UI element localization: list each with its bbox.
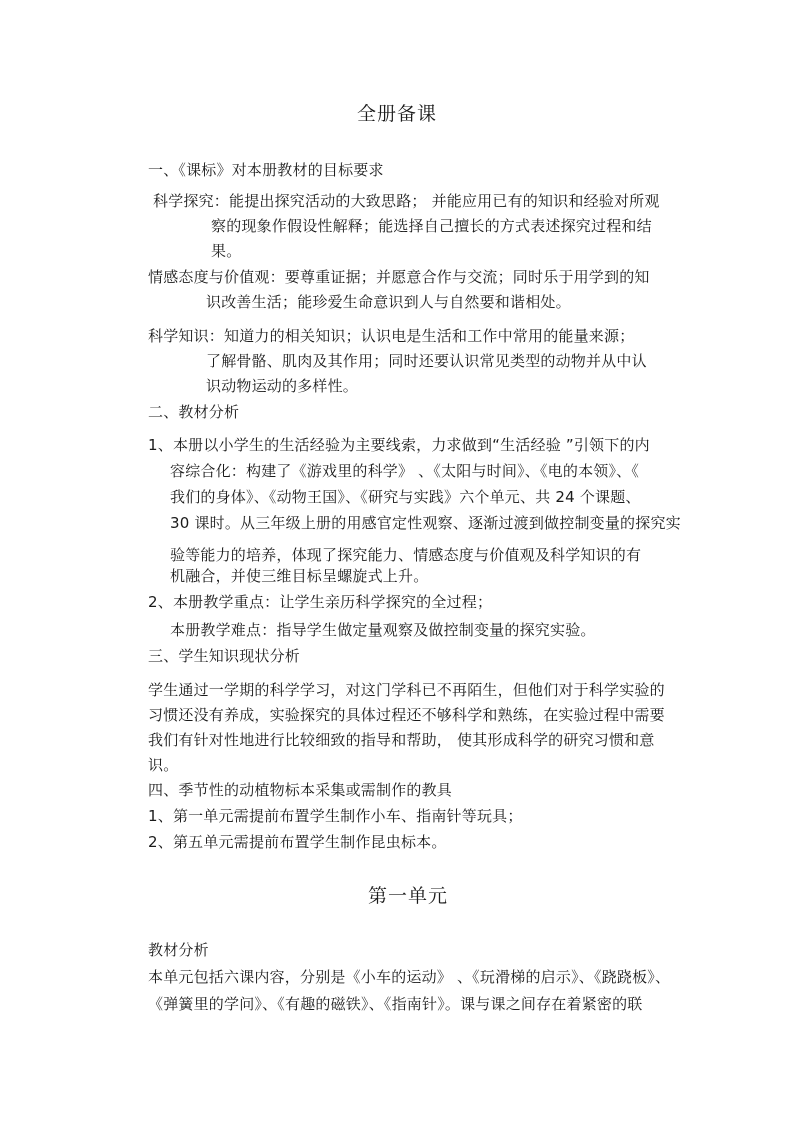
analysis-difficulty: 本册教学难点：指导学生做定量观察及做控制变量的探究实验。 [170, 621, 596, 639]
unit-title: 第一单元 [368, 885, 449, 907]
analysis-item1-line-2: 容综合化：构建了《游戏里的科学》 、《太阳与时间》、《电的本领》、《 [170, 462, 640, 480]
section-heading-3: 三、学生知识现状分析 [148, 647, 301, 665]
knowledge-line-3: 识动物运动的多样性。 [206, 377, 359, 395]
sci-inquiry-line-3: 果。 [211, 242, 242, 260]
sci-inquiry-line-1: 科学探究：能提出探究活动的大致思路； 并能应用已有的知识和经验对所观 [153, 192, 660, 210]
specimen-item-1: 1、第一单元需提前布置学生制作小车、指南针等玩具； [148, 807, 523, 825]
knowledge-line-1: 科学知识：知道力的相关知识；认识电是生活和工作中常用的能量来源； [148, 327, 635, 345]
specimen-item-2: 2、第五单元需提前布置学生制作昆虫标本。 [148, 833, 447, 851]
section-heading-1: 一、《课标》对本册教材的目标要求 [148, 161, 384, 179]
page-title: 全册备课 [357, 103, 438, 125]
knowledge-line-2: 了解骨骼、肌肉及其作用；同时还要认识常见类型的动物并从中认 [206, 352, 647, 370]
analysis-item1-line-5: 验等能力的培养，体现了探究能力、情感态度与价值观及科学知识的有 [170, 546, 642, 564]
analysis-item1-line-1: 1、本册以小学生的生活经验为主要线索，力求做到“生活经验 ”引领下的内 [148, 436, 650, 454]
analysis-item1-line-4: 30 课时。从三年级上册的用感官定性观察、逐渐过渡到做控制变量的探究实 [170, 514, 681, 532]
section-heading-2: 二、教材分析 [148, 403, 240, 421]
unit-analysis-heading: 教材分析 [148, 941, 209, 959]
analysis-item2: 2、本册教学重点：让学生亲历科学探究的全过程； [148, 593, 493, 611]
section-heading-4: 四、季节性的动植物标本采集或需制作的教具 [148, 781, 453, 799]
unit-analysis-line-2: 《弹簧里的学问》、《有趣的磁铁》、《指南针》。课与课之间存在着紧密的联 [148, 995, 643, 1013]
attitude-line-2: 识改善生活；能珍爱生命意识到人与自然要和谐相处。 [206, 293, 571, 311]
attitude-line-1: 情感态度与价值观：要尊重证据；并愿意合作与交流；同时乐于用学到的知 [148, 268, 650, 286]
unit-analysis-line-1: 本单元包括六课内容，分别是《小车的运动》 、《玩滑梯的启示》、《跷跷板》、 [148, 968, 671, 986]
analysis-item1-line-6: 机融合，并使三维目标呈螺旋式上升。 [170, 567, 429, 585]
status-line-4: 识。 [148, 756, 179, 774]
status-line-1: 学生通过一学期的科学学习，对这门学科已不再陌生，但他们对于科学实验的 [148, 681, 665, 699]
sci-inquiry-line-2: 察的现象作假设性解释；能选择自己擅长的方式表述探究过程和结 [211, 217, 652, 235]
analysis-item1-line-3: 我们的身体》、《动物王国》、《研究与实践》六个单元、共 24 个课题、 [170, 488, 641, 506]
status-line-2: 习惯还没有养成，实验探究的具体过程还不够科学和熟练，在实验过程中需要 [148, 706, 665, 724]
status-line-3: 我们有针对性地进行比较细致的指导和帮助， 使其形成科学的研究习惯和意 [148, 731, 655, 749]
